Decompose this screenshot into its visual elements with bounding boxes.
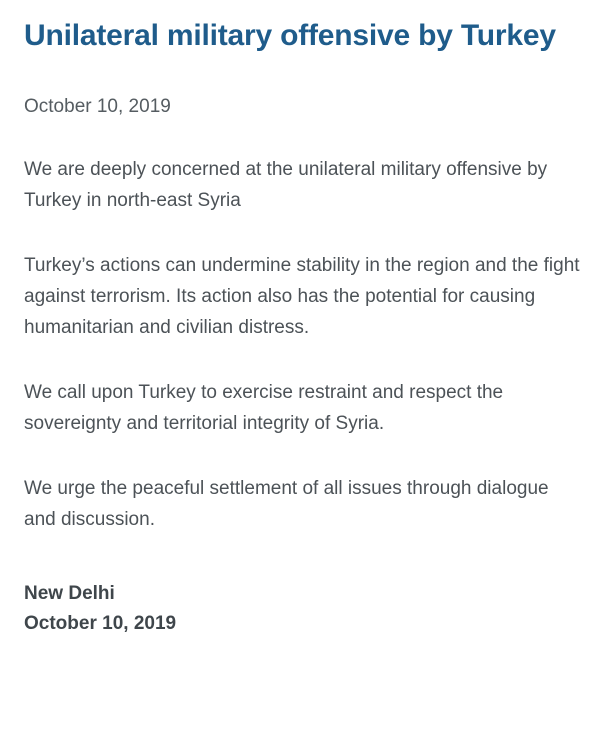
body-paragraph-3: We call upon Turkey to exercise restraint and respect the sovereignty and territorial integrity of Syria. bbox=[24, 382, 504, 434]
body-paragraph-1: We are deeply concerned at the unilateral military offensive by Turkey in north-east Syria bbox=[24, 159, 548, 211]
body-paragraph-2: Turkey’s actions can undermine stability in the region and the fight against terrorism. Its action also has the potential for causing humanitarian and civilian distress. bbox=[24, 255, 580, 338]
signoff-date: October 10, 2019 bbox=[24, 613, 177, 634]
body-paragraph-4: We urge the peaceful settlement of all issues through dialogue and discussion. bbox=[24, 478, 549, 530]
signoff-block bbox=[24, 579, 580, 639]
signoff-place: New Delhi bbox=[24, 583, 115, 604]
publication-date: October 10, 2019 bbox=[24, 96, 171, 117]
page-title: Unilateral military offensive by Turkey bbox=[24, 19, 556, 52]
